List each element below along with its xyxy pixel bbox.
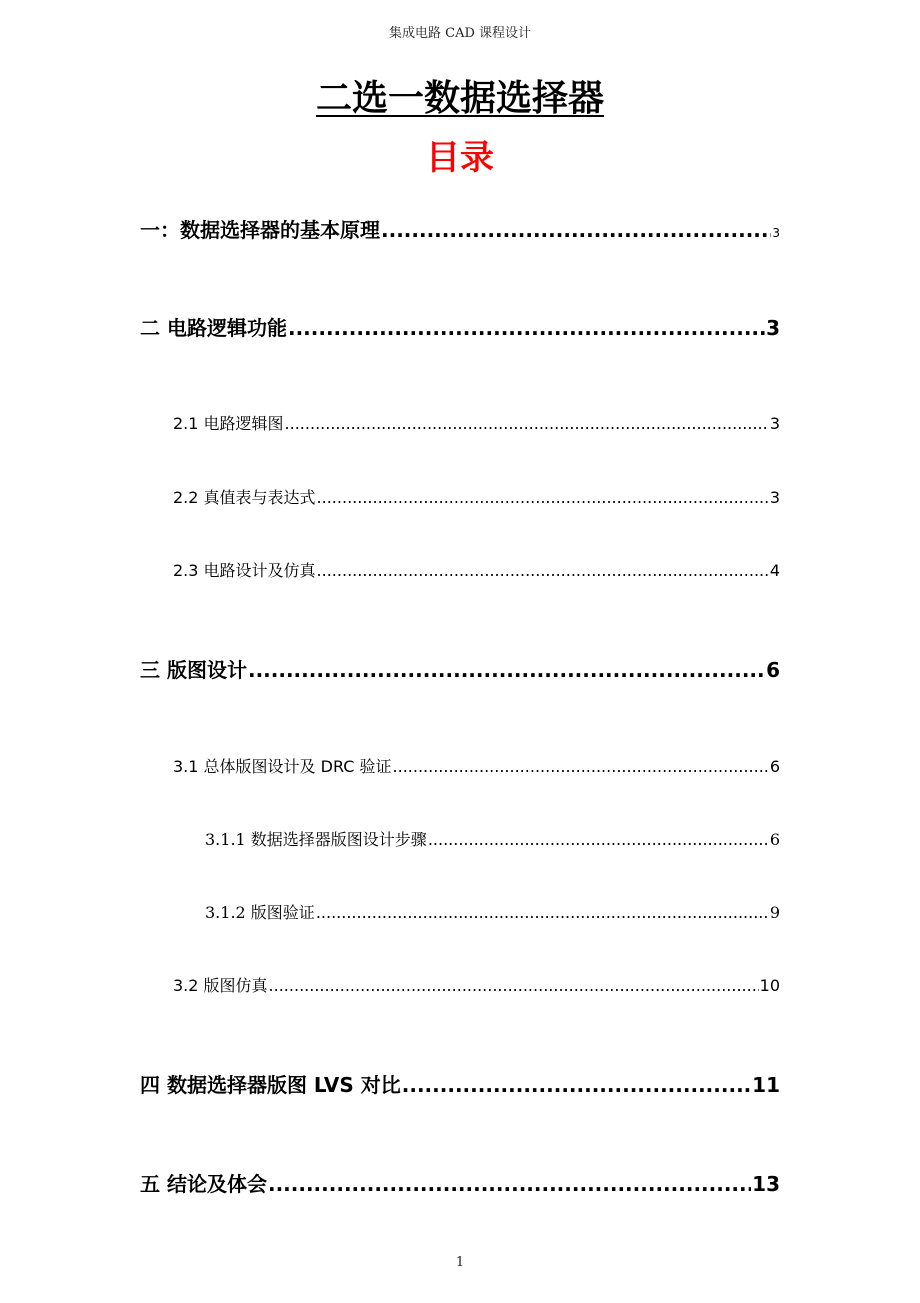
toc-entry-page: 3 (766, 316, 780, 340)
page-header: 集成电路 CAD 课程设计 (388, 26, 532, 41)
toc-entry[interactable] (140, 214, 780, 243)
toc-entry-page: 13 (752, 1172, 780, 1196)
toc-entry[interactable] (140, 1069, 780, 1098)
toc-entry-label: 3.1.2 版图验证 (205, 903, 315, 922)
dot-leader (268, 1172, 751, 1196)
toc-entry-page: 9 (769, 903, 780, 922)
toc-entry-label: 2.1 电路逻辑图 (173, 414, 284, 433)
toc-entry-page: 6 (769, 830, 780, 849)
page-number: 1 (455, 1255, 465, 1270)
toc-entry-page: 3 (769, 488, 780, 507)
toc-entry-label: 3.2 版图仿真 (173, 976, 268, 995)
toc-entry-label: 二 电路逻辑功能 (140, 316, 287, 340)
dot-leader (316, 903, 769, 922)
dot-leader (285, 414, 769, 433)
toc-entry-label: 3.1.1 数据选择器版图设计步骤 (205, 830, 427, 849)
toc-entry[interactable] (173, 411, 780, 434)
dot-leader (381, 218, 771, 242)
toc-entry[interactable] (205, 827, 780, 850)
dot-leader (269, 976, 759, 995)
toc-entry-page: 4 (769, 561, 780, 580)
dot-leader (317, 488, 769, 507)
toc-entry-page: 6 (769, 757, 780, 776)
dot-leader (248, 658, 765, 682)
toc-entry-page: 3 (772, 226, 780, 240)
dot-leader (288, 316, 765, 340)
toc-entry[interactable] (173, 973, 780, 996)
toc-entry[interactable] (173, 754, 780, 777)
dot-leader (428, 830, 769, 849)
document-title: 二选一数据选择器 (315, 78, 604, 119)
toc-entry-label: 2.2 真值表与表达式 (173, 488, 316, 507)
dot-leader (402, 1073, 751, 1097)
toc-entry-page: 10 (759, 976, 780, 995)
toc-title: 目录 (426, 138, 494, 178)
dot-leader (317, 561, 769, 580)
toc-entry-label: 2.3 电路设计及仿真 (173, 561, 316, 580)
toc-entry-page: 11 (752, 1073, 780, 1097)
toc-entry[interactable] (173, 558, 780, 581)
toc-entry[interactable] (140, 654, 780, 683)
toc-entry[interactable] (205, 900, 780, 923)
toc-entry[interactable] (140, 312, 780, 341)
dot-leader (393, 757, 769, 776)
toc-entry-page: 6 (766, 658, 780, 682)
toc-entry-page: 3 (769, 414, 780, 433)
toc-entry[interactable] (173, 485, 780, 508)
toc-entry-label: 3.1 总体版图设计及 DRC 验证 (173, 757, 392, 776)
toc-entry-label: 四 数据选择器版图 LVS 对比 (140, 1073, 401, 1097)
toc-entry-label: 一：数据选择器的基本原理 (140, 218, 380, 242)
toc-entry-label: 五 结论及体会 (140, 1172, 267, 1196)
toc-entry-label: 三 版图设计 (140, 658, 247, 682)
toc-entry[interactable] (140, 1168, 780, 1197)
